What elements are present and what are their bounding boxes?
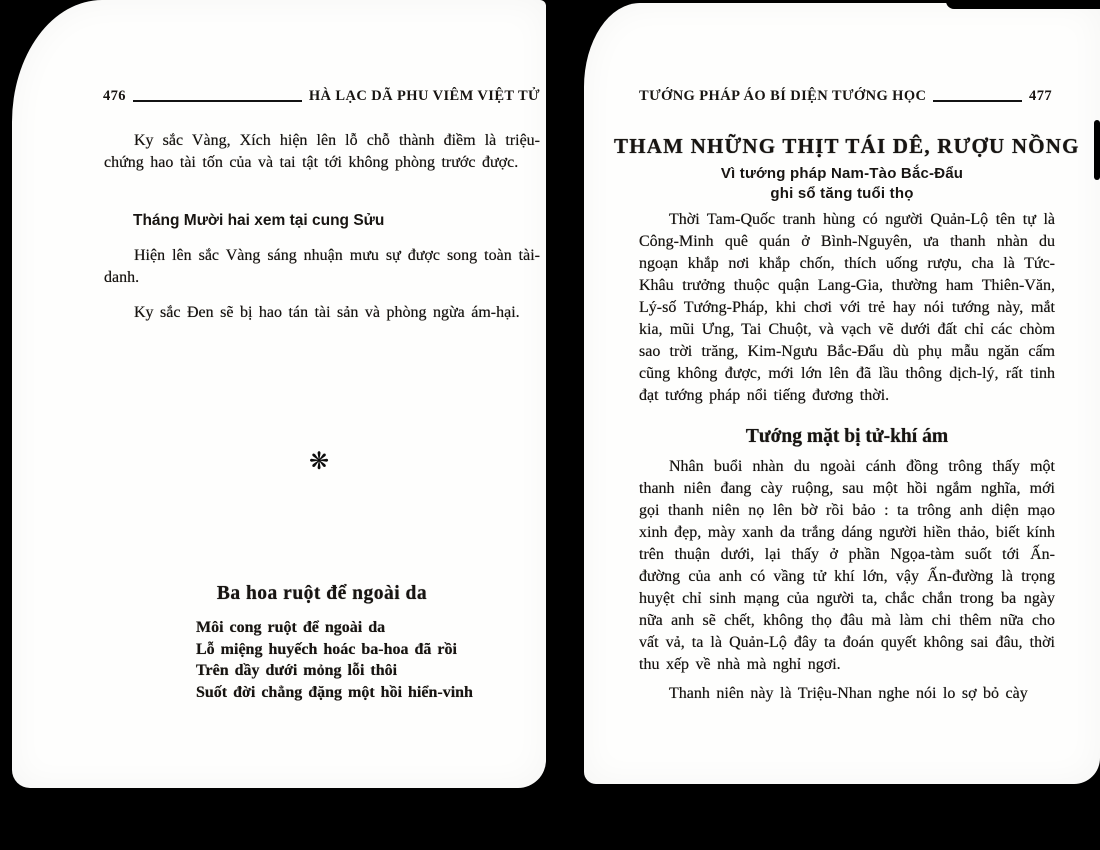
header-rule <box>933 100 1022 102</box>
paragraph: Hiện lên sắc Vàng sáng nhuận mưu sự được song toàn tài-danh. <box>104 247 540 286</box>
chapter-subtitle: Vì tướng pháp Nam-Tào Bắc-Đẩu <box>720 165 964 182</box>
poem-line: Lỗ miệng huyếch hoác ba-hoa đã rồi <box>196 640 457 658</box>
paragraph: Thời Tam-Quốc tranh hùng có người Quản-Lộ tên tự là Công-Minh quê quán ở Bình-Nguyên, ưa thanh nhàn du ngoạn khắp nơi khắp chốn, thích uống rượu, cha là Tức-Khâu trưởng thuộc quận Lang-Gia, thường ham Thiên-Văn, Lý-số Tướng-Pháp, khi chơi với trẻ hay nói tướng này, mắt kia, mũi Ưng, Tai Chuột, và vạch vẽ dưới đất chỉ các chòm sao trời trăng, Kim-Ngưu Bắc-Đẩu dù phụ mẫu ngăn cấm cũng không được, mới lớn lên đã lầu thông dịch-lý, rất tinh đạt tướng pháp nổi tiếng đương thời. <box>639 211 1055 404</box>
left-running-title: HÀ LẠC DÃ PHU VIÊM VIỆT TỬ <box>308 88 540 104</box>
left-page <box>12 0 546 788</box>
right-running-header <box>639 88 1052 105</box>
paragraph: Ky sắc Vàng, Xích hiện lên lỗ chỗ thành điềm là triệu-chứng hao tài tốn của và tai tật tới không phòng trước được. <box>104 132 540 171</box>
left-page-number: 476 <box>103 88 126 104</box>
paragraph: Ky sắc Đen sẽ bị hao tán tài sản và phòng ngừa ám-hại. <box>134 304 520 321</box>
header-rule <box>133 100 302 102</box>
section-heading: Tướng mặt bị tử-khí ám <box>745 426 949 447</box>
scan-artifact <box>36 0 66 4</box>
poem <box>196 617 473 703</box>
chapter-title: THAM NHỮNG THỊT TÁI DÊ, RƯỢU NỒNG <box>614 134 1080 158</box>
poem-line: Trên dầy dưới mỏng lỗi thôi <box>196 662 398 679</box>
poem-title: Ba hoa ruột để ngoài da <box>216 583 428 604</box>
scan-artifact <box>1094 120 1100 180</box>
right-page <box>584 3 1100 784</box>
paragraph: Nhân buổi nhàn du ngoài cánh đồng trông thấy một thanh niên đang cày ruộng, sau một hồi ngắm nghĩa, mới gọi thanh niên nọ lên bờ rồi bảo : ta trông anh diện mạo xinh đẹp, mày xanh da trắng dáng người hiền thảo, biết kính trên thuận dưới, lại thấy ở phần Ngọa-tàm suốt tới Ấn-đường của anh có vầng tử khí lớn, vậy Ấn-đường là trọng huyệt chỉ sinh mạng của người ta, chắc chắn trong ba ngày nữa anh sẽ chết, không thọ đâu mà làm chi thêm nữa cho vất vả, ta là Quản-Lộ đây ta đoán quyết không sai đâu, thời thu xếp về nhà mà nghỉ ngơi. <box>639 458 1055 673</box>
poem-line: Môi cong ruột để ngoài da <box>196 619 386 636</box>
scan-artifact <box>946 0 1100 9</box>
right-running-title: TƯỚNG PHÁP ÁO BÍ DIỆN TƯỚNG HỌC <box>639 88 927 104</box>
section-heading: Tháng Mười hai xem tại cung Sửu <box>133 212 385 229</box>
flower-ornament-icon: ❋ <box>308 449 330 475</box>
poem-line: Suốt đời chẳng đặng một hồi hiển-vinh <box>196 683 473 701</box>
chapter-subtitle: ghi sổ tăng tuổi thọ <box>770 185 914 202</box>
paragraph: Thanh niên này là Triệu-Nhan nghe nói lo sợ bỏ cày <box>669 685 1028 702</box>
right-page-number: 477 <box>1029 88 1052 104</box>
left-running-header <box>103 88 540 105</box>
